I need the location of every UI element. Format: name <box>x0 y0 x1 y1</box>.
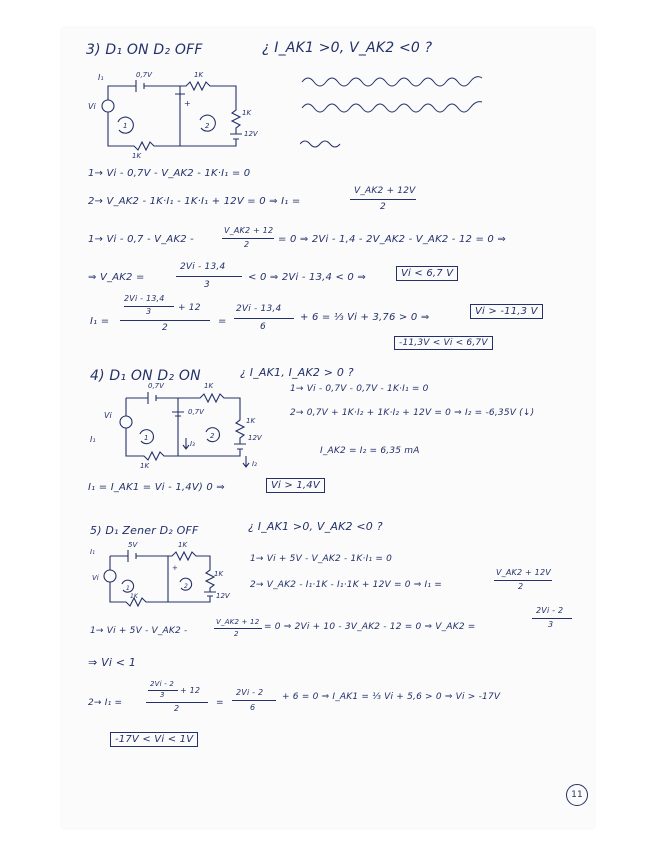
fraction-line <box>176 276 242 277</box>
section4-rtop-label: 1K <box>204 382 214 390</box>
section3-eq5-den: 2 <box>162 323 168 333</box>
section5-vi-label: Vi <box>92 574 99 582</box>
section5-eq2-den: 2 <box>518 582 524 591</box>
section3-eq4-num: 2Vi - 13,4 <box>180 262 226 272</box>
section5-eq5-inner-num: 2Vi - 2 <box>150 680 175 688</box>
section3-title: 3) D₁ ON D₂ OFF <box>86 42 203 58</box>
section4-eq1: 1→ Vi - 0,7V - 0,7V - 1K·I₁ = 0 <box>290 384 429 394</box>
section3-eq3: 1→ Vi - 0,7 - V_AK2 - <box>88 234 194 245</box>
section4-v2-label: 0,7V <box>188 408 204 416</box>
fraction-line <box>494 580 552 581</box>
section3-i1-label: I₁ <box>98 73 104 82</box>
section3-rright-label: 1K <box>242 109 252 117</box>
fraction-line <box>120 320 210 321</box>
section5-circuit-diagram <box>86 540 246 612</box>
section5-loop1-label: 1 <box>126 585 130 592</box>
section4-title: 4) D₁ ON D₂ ON <box>90 368 201 384</box>
section4-result-box: Vi > 1,4V <box>266 478 325 493</box>
section4-circuit-diagram <box>86 378 286 470</box>
section4-rbottom-label: 1K <box>140 462 150 470</box>
section4-v1-label: 0,7V <box>148 382 164 390</box>
section3-eq5-den2: 6 <box>260 322 266 332</box>
section3-eq2: 2→ V_AK2 - 1K·I₁ - 1K·I₁ + 12V = 0 ⇒ I₁ = <box>88 196 301 207</box>
section5-rbottom-label: 1K <box>130 593 138 600</box>
section4-eq4: I₁ = I_AK1 = Vi - 1,4V) 0 ⇒ <box>88 482 225 493</box>
section5-v1-label: 5V <box>128 541 138 549</box>
section3-eq5-inner-den: 3 <box>146 307 152 316</box>
section5-eq3-num: V_AK2 + 12 <box>216 618 260 626</box>
section4-loop1-label: 1 <box>144 434 149 442</box>
section3-eq2-num: V_AK2 + 12V <box>354 186 416 196</box>
section5-i1-label: I₁ <box>90 548 95 556</box>
section3-result-box: Vi < 6,7 V <box>396 266 458 281</box>
section5-eq5-den2: 6 <box>250 703 256 712</box>
section3-eq3-right: = 0 ⇒ 2Vi - 1,4 - 2V_AK2 - V_AK2 - 12 = 0 ⇒ <box>278 234 506 245</box>
section4-i1-label: I₁ <box>90 435 96 444</box>
fraction-line <box>214 628 262 629</box>
section5-eq5-den: 2 <box>174 704 180 713</box>
section3-eq1: 1→ Vi - 0,7V - V_AK2 - 1K·I₁ = 0 <box>88 168 251 179</box>
page-number: 11 <box>566 784 588 806</box>
fraction-line <box>232 700 276 701</box>
fraction-line <box>146 702 208 703</box>
section5-condition: ¿ I_AK1 >0, V_AK2 <0 ? <box>248 520 383 533</box>
section3-eq5-num2: 2Vi - 13,4 <box>236 304 282 314</box>
section3-eq5-right: + 6 = ⅓ Vi + 3,76 > 0 ⇒ <box>300 312 430 323</box>
section4-vi-label: Vi <box>104 411 112 420</box>
section5-rtop-label: 1K <box>178 541 188 549</box>
section3-condition: ¿ I_AK1 >0, V_AK2 <0 ? <box>262 40 433 56</box>
section5-eq5-eq: = <box>216 698 224 708</box>
fraction-line <box>532 618 572 619</box>
section3-eq5-label: I₁ = <box>90 316 110 327</box>
section5-eq5-label: 2→ I₁ = <box>88 698 123 708</box>
section3-result-box-2: Vi > -11,3 V <box>470 304 543 319</box>
section3-eq3-num: V_AK2 + 12 <box>224 226 274 235</box>
section5-eq1: 1→ Vi + 5V - V_AK2 - 1K·I₁ = 0 <box>250 554 393 564</box>
section5-rright-label: 1K <box>214 570 224 578</box>
section3-range-box: -11,3V < Vi < 6,7V <box>394 336 493 350</box>
fraction-line <box>222 238 274 239</box>
section5-eq5-plus: + 12 <box>180 686 201 695</box>
section3-rbottom-label: 1K <box>132 152 142 160</box>
section3-eq5-eq: = <box>218 316 227 327</box>
section4-eq2: 2→ 0,7V + 1K·I₂ + 1K·I₂ + 12V = 0 ⇒ I₂ = -6,35V (↓) <box>290 408 535 418</box>
section5-eq3-num2: 2Vi - 2 <box>536 606 564 615</box>
section5-eq2-num: V_AK2 + 12V <box>496 568 551 577</box>
section4-eq3: I_AK2 = I₂ = 6,35 mA <box>320 446 420 456</box>
section5-eq3-den2: 3 <box>548 620 554 629</box>
section3-eq5-plus: + 12 <box>178 303 201 313</box>
section3-eq4-den: 3 <box>204 280 210 290</box>
section3-eq2-den: 2 <box>380 202 386 212</box>
section5-loop2-label: 2 <box>184 583 188 590</box>
section3-plus-label: + <box>184 99 191 108</box>
section3-eq5-inner-num: 2Vi - 13,4 <box>124 294 165 303</box>
section3-loop2-label: 2 <box>205 122 210 130</box>
section4-condition: ¿ I_AK1, I_AK2 > 0 ? <box>240 366 354 379</box>
section5-eq3-right: = 0 ⇒ 2Vi + 10 - 3V_AK2 - 12 = 0 ⇒ V_AK2 = <box>264 622 476 632</box>
section3-circuit-diagram <box>86 70 276 160</box>
section3-source-label: 12V <box>244 130 258 138</box>
section5-eq4: ⇒ Vi < 1 <box>88 656 137 669</box>
section5-source-label: 12V <box>216 592 230 600</box>
section4-loop2-label: 2 <box>210 432 215 440</box>
crossed-out-scribble <box>300 68 520 158</box>
section3-eq3-den: 2 <box>244 240 250 249</box>
section4-i3-label: I₃ <box>190 440 195 448</box>
section5-title: 5) D₁ Zener D₂ OFF <box>90 524 199 537</box>
section4-i2-label: I₂ <box>252 460 257 468</box>
section5-eq2: 2→ V_AK2 - I₁·1K - I₁·1K + 12V = 0 ⇒ I₁ = <box>250 580 442 590</box>
section3-vi-label: Vi <box>88 102 96 111</box>
section3-rtop-label: 1K <box>194 71 204 79</box>
section4-rright-label: 1K <box>246 417 256 425</box>
section3-eq4: ⇒ V_AK2 = <box>88 272 145 283</box>
section5-eq3-den: 2 <box>234 630 239 638</box>
section5-eq5-right: + 6 = 0 ⇒ I_AK1 = ⅓ Vi + 5,6 > 0 ⇒ Vi > -17V <box>282 692 501 702</box>
section5-eq5-num2: 2Vi - 2 <box>236 688 264 697</box>
fraction-line <box>350 199 416 200</box>
section5-range-box: -17V < Vi < 1V <box>110 732 198 747</box>
section4-source-label: 12V <box>248 434 262 442</box>
section5-eq5-inner-den: 3 <box>160 691 165 699</box>
fraction-line <box>234 318 294 319</box>
section3-eq4-right: < 0 ⇒ 2Vi - 13,4 < 0 ⇒ <box>248 272 366 283</box>
section5-plus-label: + <box>172 564 178 572</box>
section5-eq3: 1→ Vi + 5V - V_AK2 - <box>90 626 188 636</box>
section3-vdrop-label: 0,7V <box>136 71 152 79</box>
section3-loop1-label: 1 <box>123 122 128 130</box>
